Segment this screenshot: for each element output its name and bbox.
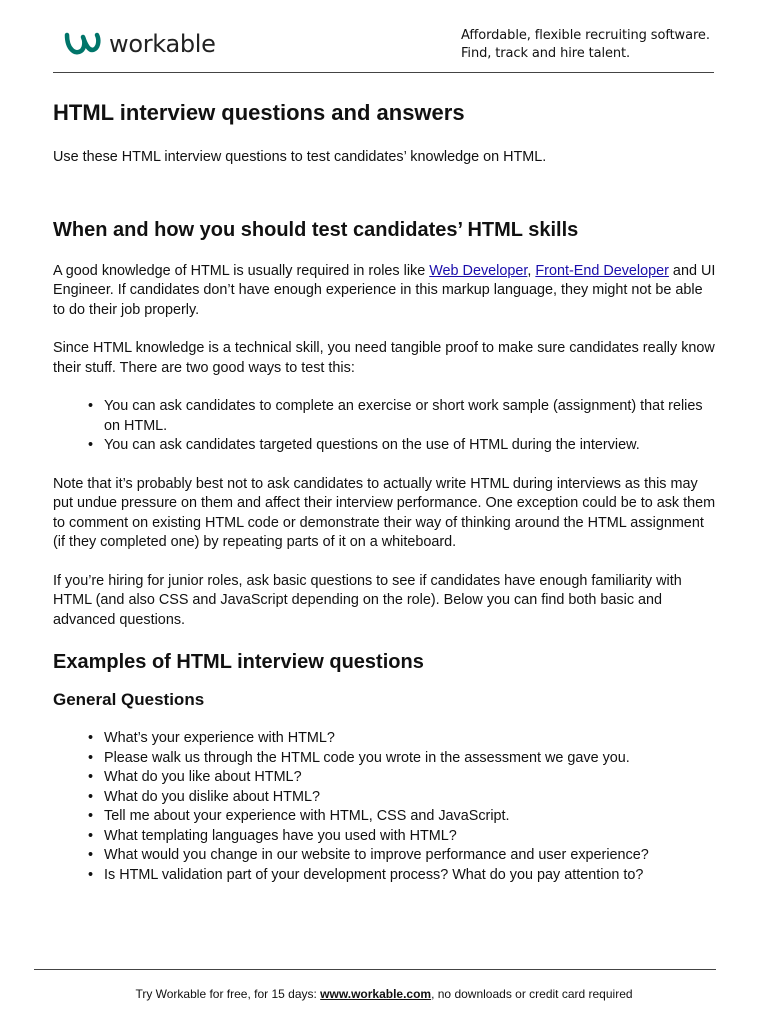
roles-paragraph [53,262,718,321]
workable-logo-icon [63,29,103,59]
logo-wordmark: workable [109,30,216,58]
section-heading-when-how: When and how you should test candidates’ HTML skills [53,218,579,241]
header-tagline [461,27,710,63]
subheading-general-questions: General Questions [53,690,205,709]
list-item: • You can ask candidates to complete an exercise or short work sample (assignment) that relies on HTML. [88,397,718,436]
testing-methods-list [53,397,718,456]
list-item: • Is HTML validation part of your development process? What do you pay attention to? [88,866,718,886]
intro-paragraph: Use these HTML interview questions to test candidates’ knowledge on HTML. [53,149,547,165]
main-content [53,98,718,885]
interview-note-paragraph: Note that it’s probably best not to ask candidates to actually write HTML during interviews as this may put undue pressure on them and affect their interview performance. One exception could be to ask them to comment on existing HTML code or demonstrate their way of thinking around the HTML assignment (if they completed one) by repeating parts of it on a whiteboard. [53,475,716,550]
technical-skill-paragraph: Since HTML knowledge is a technical skill, you need tangible proof to make sure candidates really know their stuff. There are two good ways to test this: [53,340,715,376]
page-header [0,0,768,74]
list-item: • What do you dislike about HTML? [88,788,718,808]
footer-text-after: , no downloads or credit card required [431,987,633,1001]
list-item: • What templating languages have you used with HTML? [88,827,718,847]
tagline-line-1: Affordable, flexible recruiting software. [461,28,710,43]
page-footer [0,987,768,1001]
roles-text-before: A good knowledge of HTML is usually required in roles like [53,262,430,279]
header-divider [53,72,714,73]
section-heading-examples: Examples of HTML interview questions [53,651,424,673]
general-questions-list [53,729,718,885]
junior-roles-paragraph: If you’re hiring for junior roles, ask basic questions to see if candidates have enough familiarity with HTML (and also CSS and JavaScript depending on the role). Below you can find both basic and advanced questions. [53,572,682,628]
roles-text-after: and UI Engineer. If candidates don’t have enough experience in this markup language, they might not be able to do their job properly. [53,262,716,318]
list-item: • You can ask candidates targeted questions on the use of HTML during the interview. [88,436,718,456]
page-title: HTML interview questions and answers [53,100,465,125]
list-item: • What would you change in our website to improve performance and user experience? [88,846,718,866]
workable-site-link[interactable]: www.workable.com [320,987,432,1001]
workable-logo[interactable] [63,27,216,61]
footer-divider [34,969,716,970]
list-item: • What do you like about HTML? [88,768,718,788]
roles-separator: , [527,262,536,279]
footer-text-before: Try Workable for free, for 15 days: [135,987,321,1001]
tagline-line-2: Find, track and hire talent. [461,46,631,61]
web-developer-link[interactable]: Web Developer [429,262,528,279]
list-item: • Tell me about your experience with HTML, CSS and JavaScript. [88,807,718,827]
list-item: • Please walk us through the HTML code you wrote in the assessment we gave you. [88,749,718,769]
list-item: • What’s your experience with HTML? [88,729,718,749]
front-end-developer-link[interactable]: Front-End Developer [535,262,669,279]
